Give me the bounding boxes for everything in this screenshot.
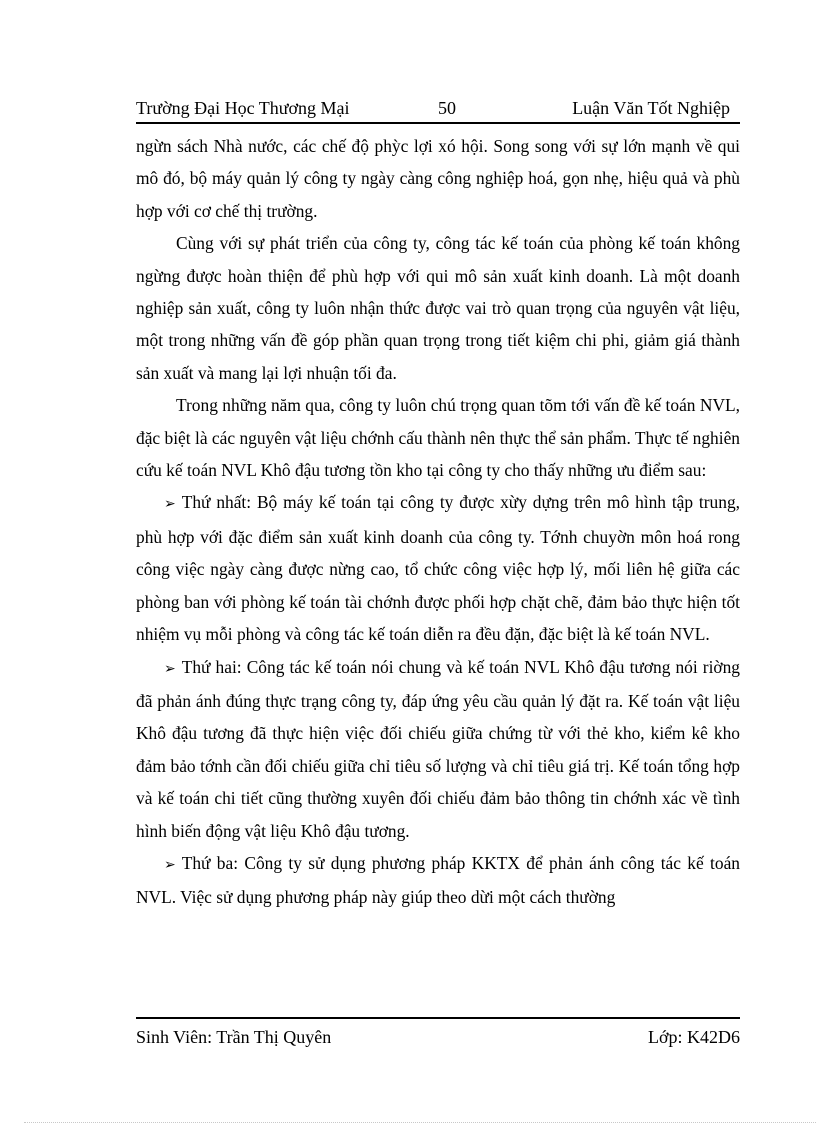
class-code: Lớp: K42D6 bbox=[647, 1027, 740, 1047]
arrow-bullet-icon: ➢ bbox=[164, 660, 176, 677]
page-footer bbox=[136, 1017, 740, 1049]
bullet-paragraph bbox=[136, 651, 740, 847]
page-header bbox=[136, 96, 740, 124]
bullet-paragraph bbox=[136, 486, 740, 650]
arrow-bullet-icon: ➢ bbox=[164, 496, 176, 513]
paragraph: Trong những năm qua, công ty luôn chú trọng quan tõm tới vấn đề kế toán NVL, đặc biệt là các nguyên vật liệu chớnh cấu thành nên thực thể sản phẩm. Thực tế nghiên cứu kế toán NVL Khô đậu tương tồn kho tại công ty cho thấy những ưu điểm sau: bbox=[136, 395, 740, 481]
page-number: 50 bbox=[438, 98, 456, 118]
arrow-bullet-icon: ➢ bbox=[164, 856, 176, 873]
bullet-text: Thứ hai: Công tác kế toán nói chung và kế toán NVL Khô đậu tương nói riờng đã phản ánh đúng thực trạng công ty, đáp ứng yêu cầu quản lý đặt ra. Kế toán vật liệu Khô đậu tương đã thực hiện việc đối chiếu giữa chứng từ với thẻ kho, kiểm kê kho đảm bảo tớnh cần đối chiếu giữa chỉ tiêu số lượng và chỉ tiêu giá trị. Kế toán tổng hợp và kế toán chi tiết cũng thường xuyên đối chiếu đảm bảo thông tin chớnh xác về tình hình biến động vật liệu Khô đậu tương. bbox=[136, 656, 740, 841]
bullet-paragraph bbox=[136, 847, 740, 914]
page-body bbox=[136, 130, 740, 914]
school-name: Trường Đại Học Thương Mại bbox=[136, 98, 350, 118]
bullet-text: Thứ ba: Công ty sử dụng phương pháp KKTX để phản ánh công tác kế toán NVL. Việc sử dụng phương pháp này giúp theo dừi một cách thường bbox=[136, 852, 740, 908]
paragraph: Cùng với sự phát triển của công ty, công tác kế toán của phòng kế toán không ngừng được hoàn thiện để phù hợp với qui mô sản xuất kinh doanh. Là một doanh nghiệp sản xuất, công ty luôn nhận thức được vai trò quan trọng của nguyên vật liệu, một trong những vấn đề góp phần quan trọng trong tiết kiệm chi phi, giảm giá thành sản xuất và mang lại lợi nhuận tối đa. bbox=[136, 233, 740, 383]
bullet-text: Thứ nhất: Bộ máy kế toán tại công ty được xừy dựng trên mô hình tập trung, phù hợp với đặc điểm sản xuất kinh doanh của công ty. Tớnh chuyờn môn hoá rong công việc ngày càng được nừng cao, tổ chức công việc hợp lý, mối liên hệ giữa các phòng ban với phòng kế toán tài chớnh được phối hợp chặt chẽ, đảm bảo thực hiện tốt nhiệm vụ mỗi phòng và công tác kế toán diễn ra đều đặn, đặc biệt là kế toán NVL. bbox=[136, 492, 740, 645]
student-name: Sinh Viên: Trần Thị Quyên bbox=[136, 1027, 332, 1047]
thesis-title: Luận Văn Tốt Nghiệp bbox=[572, 98, 730, 118]
paragraph: ngừn sách Nhà nước, các chế độ phỳc lợi xó hội. Song song với sự lớn mạnh về qui mô đó, bộ máy quản lý công ty ngày càng công nghiệp hoá, gọn nhẹ, hiệu quả và phù hợp với cơ chế thị trường. bbox=[136, 136, 740, 221]
